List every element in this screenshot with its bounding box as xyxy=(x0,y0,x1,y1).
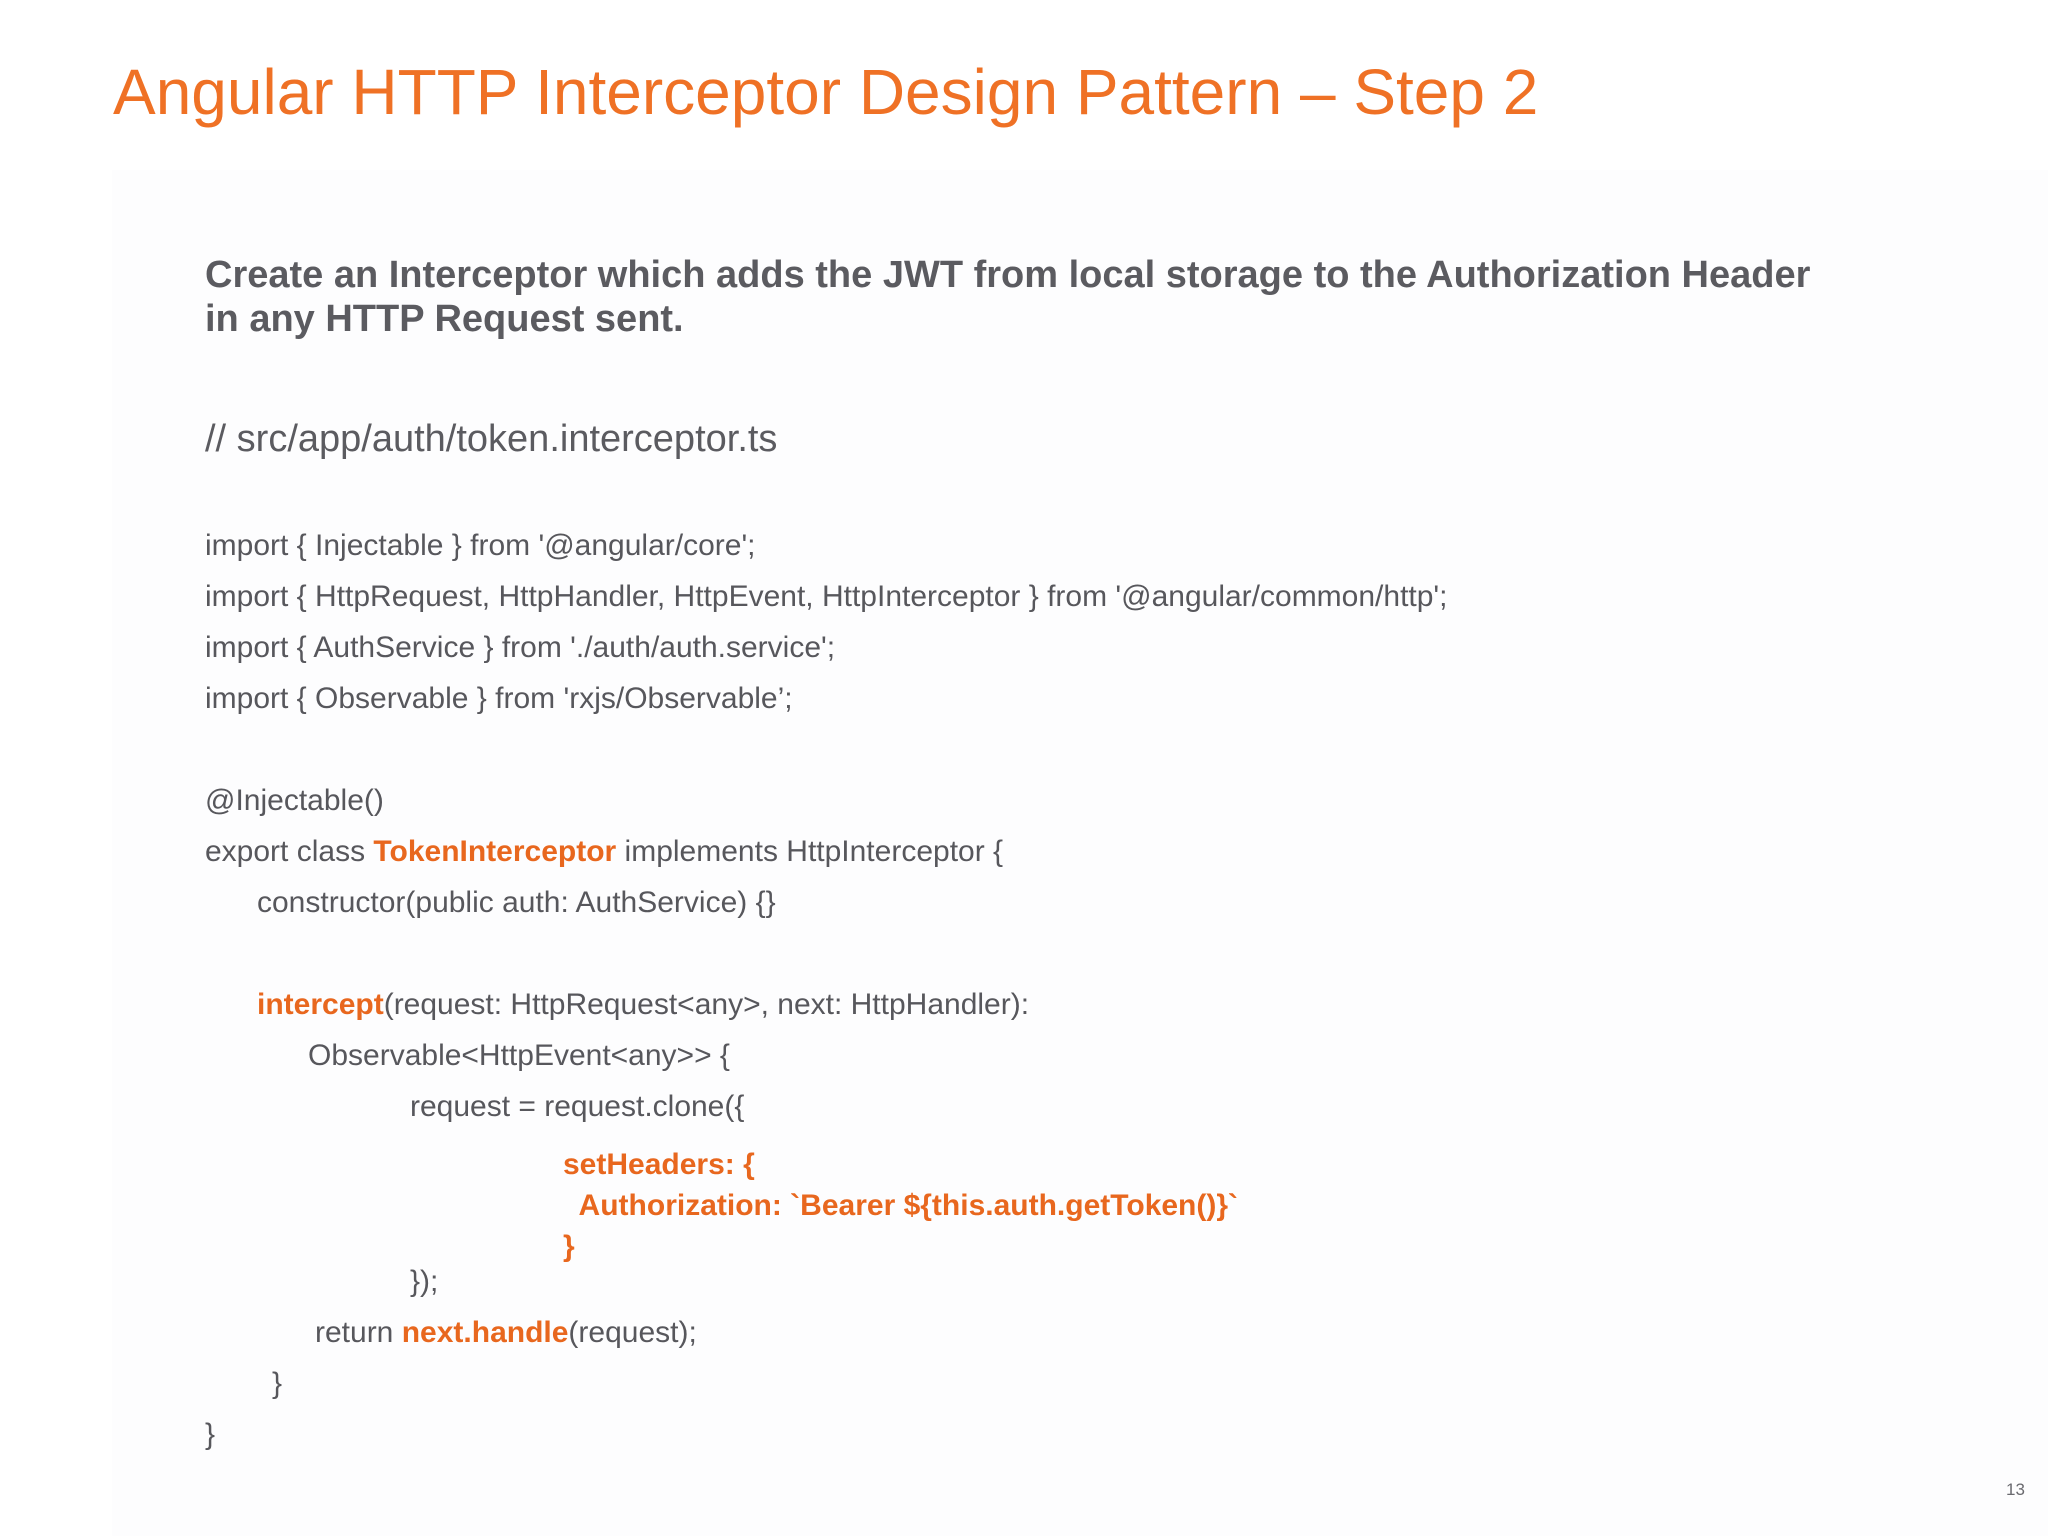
return-keyword-text: return xyxy=(315,1316,402,1349)
return-args-text: (request); xyxy=(568,1316,697,1349)
class-implements-text: implements HttpInterceptor { xyxy=(616,835,1004,868)
code-line-clone: request = request.clone({ xyxy=(410,1090,745,1123)
code-line-import-authservice: import { AuthService } from './auth/auth.service'; xyxy=(205,631,836,664)
class-name-highlight: TokenInterceptor xyxy=(373,835,617,868)
slide-subtitle: Create an Interceptor which adds the JWT from local storage to the Authorization Header in any HTTP Request sent. xyxy=(205,254,1811,340)
code-line-set-headers-open: setHeaders: { xyxy=(563,1148,755,1181)
intercept-params-text: (request: HttpRequest<any>, next: HttpHandler): xyxy=(383,988,1030,1021)
code-line-import-injectable: import { Injectable } from '@angular/core'; xyxy=(205,529,756,562)
code-line-return xyxy=(315,1313,697,1353)
code-line-authorization-header: Authorization: `Bearer ${this.auth.getToken()}` xyxy=(563,1189,1239,1222)
code-line-clone-close: }); xyxy=(410,1265,439,1298)
code-line-return-type: Observable<HttpEvent<any>> { xyxy=(308,1039,730,1072)
intercept-method-highlight: intercept xyxy=(257,988,384,1021)
code-line-constructor: constructor(public auth: AuthService) {} xyxy=(257,886,776,919)
code-line-method-close: } xyxy=(272,1367,283,1400)
page-number: 13 xyxy=(2006,1480,2025,1499)
code-line-decorator: @Injectable() xyxy=(205,784,384,817)
code-line-class-declaration xyxy=(205,832,1003,872)
file-path-comment: // src/app/auth/token.interceptor.ts xyxy=(205,418,778,460)
next-handle-highlight: next.handle xyxy=(401,1316,569,1349)
code-line-class-close: } xyxy=(205,1418,216,1451)
slide-title: Angular HTTP Interceptor Design Pattern – Step 2 xyxy=(113,56,1539,128)
code-line-intercept-signature xyxy=(257,985,1029,1025)
code-line-import-http: import { HttpRequest, HttpHandler, HttpEvent, HttpInterceptor } from '@angular/common/http'; xyxy=(205,580,1448,613)
code-line-set-headers-close: } xyxy=(563,1230,575,1263)
class-keyword-text: export class xyxy=(205,835,374,868)
code-line-import-observable: import { Observable } from 'rxjs/Observable’; xyxy=(205,682,793,715)
